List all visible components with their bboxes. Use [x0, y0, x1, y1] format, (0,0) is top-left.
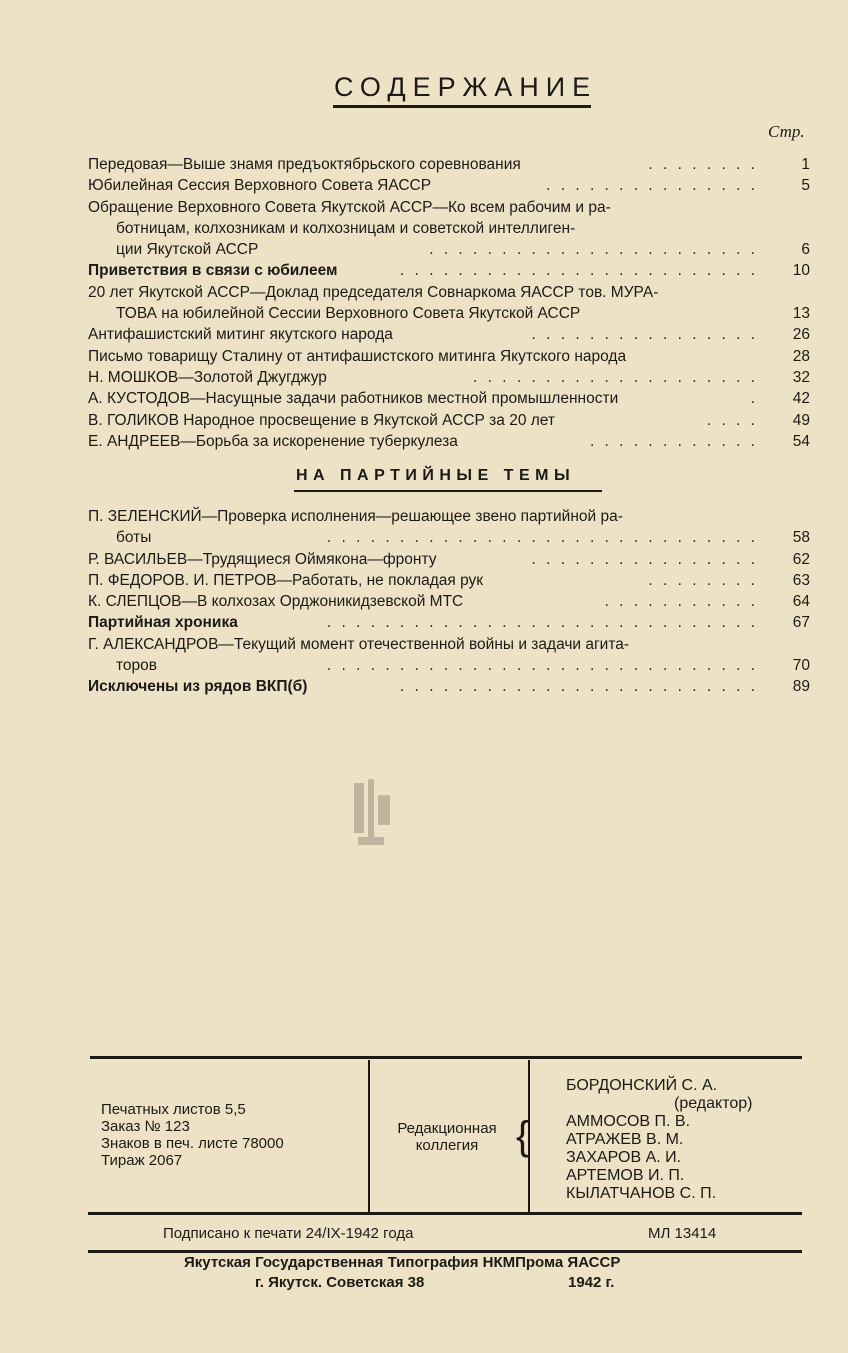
toc-entry: [88, 431, 810, 452]
ink-smudge: [350, 775, 396, 855]
toc-page-number: 62: [792, 550, 810, 568]
toc-entry: [88, 388, 810, 409]
toc-leader-dots: . . . . . . . . . . . .: [589, 432, 758, 450]
imprint-chars: Знаков в печ. листе 78000: [101, 1135, 284, 1152]
toc-entry: [88, 634, 810, 655]
toc-entry-title: Письмо товарищу Сталину от антифашистского митинга Якутского народа: [88, 347, 627, 365]
toc-leader-dots: . . . . . . . .: [648, 156, 758, 173]
imprint-left: [101, 1101, 284, 1169]
toc-entry: [88, 527, 810, 548]
toc-entry-title: А. КУСТОДОВ—Насущные задачи работников местной промышленности: [88, 390, 619, 408]
toc-leader-dots: . . . . . . . . . . . . . . . . . . . . . . . . . . . . . .: [326, 529, 758, 547]
toc-leader-dots: . . . . . . . . . . . . . . . .: [531, 326, 758, 344]
toc-entry: [88, 282, 810, 303]
imprint-bottom-rule: [88, 1212, 802, 1215]
toc-entry: [88, 549, 810, 570]
member-name: КЫЛАТЧАНОВ С. П.: [566, 1185, 717, 1202]
imprint-middle: [372, 1120, 522, 1154]
toc-page-number: 5: [801, 177, 810, 195]
toc-entry: [88, 367, 810, 388]
footer-rule: [88, 1250, 802, 1253]
toc-entry-title: П. ФЕДОРОВ. И. ПЕТРОВ—Работать, не покладая рук: [88, 571, 484, 589]
toc-entry: [88, 591, 810, 612]
printer-year: 1942 г.: [568, 1274, 615, 1291]
toc-leader-dots: .: [750, 390, 758, 408]
toc-entry-title: Антифашистский митинг якутского народа: [88, 326, 393, 344]
toc-entry-title: ботницам, колхозникам и колхозницам и советской интеллиген-: [116, 219, 576, 237]
imprint-order: Заказ № 123: [101, 1118, 190, 1135]
toc-page-number: 6: [801, 241, 810, 259]
printer-address: г. Якутск. Советская 38: [255, 1274, 425, 1291]
toc-entry: [88, 346, 810, 367]
toc-entry: [88, 676, 810, 697]
toc-page-number: 1: [801, 156, 810, 173]
imprint-top-rule: [90, 1056, 802, 1059]
toc-leader-dots: . . . . . . . . . . . . . . . . . . . .: [473, 368, 758, 386]
toc-entry-title: К. СЛЕПЦОВ—В колхозах Орджоникидзевской МТС: [88, 593, 464, 611]
brace-icon: {: [516, 1114, 530, 1158]
toc-entry-title: Партийная хроника: [88, 614, 238, 632]
toc-entry-title: Исключены из рядов ВКП(б): [88, 678, 308, 696]
imprint-right: [566, 1077, 752, 1203]
toc-entry: [88, 324, 810, 345]
toc-entry-title: Обращение Верховного Совета Якутской АССР—Ко всем рабочим и ра-: [88, 198, 611, 216]
toc-page-number: 26: [792, 326, 810, 344]
ml-code: МЛ 13414: [648, 1225, 717, 1242]
toc-page-number: 32: [792, 368, 810, 386]
toc-page-number: 49: [792, 411, 810, 429]
toc-page-number: 64: [792, 593, 810, 611]
toc-entry-title: ции Якутской АССР: [116, 241, 259, 259]
section-title: НА ПАРТИЙНЫЕ ТЕМЫ: [296, 467, 576, 484]
toc-entry: [88, 239, 810, 260]
toc-entry: [88, 303, 810, 324]
toc-entry-title: В. ГОЛИКОВ Народное просвещение в Якутской АССР за 20 лет: [88, 411, 556, 429]
page-column-label: Стр.: [768, 122, 805, 141]
member-name: АТРАЖЕВ В. М.: [566, 1131, 684, 1148]
toc-page-number: 28: [792, 347, 810, 365]
imprint-sheets: Печатных листов 5,5: [101, 1101, 246, 1118]
toc-entry-title: Г. АЛЕКСАНДРОВ—Текущий момент отечественной войны и задачи агита-: [88, 635, 630, 653]
toc-entry-title: торов: [116, 657, 158, 675]
printer-line: Якутская Государственная Типография НКМПрома ЯАССР: [184, 1254, 621, 1271]
editor-role: (редактор): [674, 1095, 753, 1112]
toc-entry: [88, 612, 810, 633]
toc-leader-dots: . . . . . . . . . . . . . . . . . . . . . . . . .: [399, 262, 758, 280]
toc-leader-dots: . . . . . . . . . . .: [604, 593, 758, 611]
page-title: СОДЕРЖАНИЕ: [334, 72, 598, 102]
toc-entry-title: П. ЗЕЛЕНСКИЙ—Проверка исполнения—решающее звено партийной ра-: [88, 508, 623, 525]
toc-entry-title: Н. МОШКОВ—Золотой Джугджур: [88, 368, 327, 386]
toc-leader-dots: . . . . . . . . . . . . . . . . . . . . . . . . . . . . . .: [326, 657, 758, 675]
editorial-label-2: коллегия: [415, 1137, 479, 1154]
toc-entry: [88, 410, 810, 431]
toc-page-number: 67: [792, 614, 810, 632]
toc-entry: [88, 506, 810, 527]
toc-party-topics: [88, 506, 810, 698]
toc-page-number: 54: [792, 432, 810, 450]
toc-leader-dots: . . . .: [706, 411, 758, 429]
toc-page-number: 89: [792, 678, 810, 696]
toc-entry-title: боты: [116, 529, 152, 547]
toc-entry-title: Е. АНДРЕЕВ—Борьба за искоренение туберкулеза: [88, 432, 458, 450]
toc-main: [88, 154, 810, 452]
toc-leader-dots: . . . . . . . . . . . . . . . . . . . . . . . . . . . . . .: [326, 614, 758, 632]
editorial-label-1: Редакционная: [397, 1120, 497, 1137]
toc-page-number: 10: [792, 262, 810, 280]
toc-entry: [88, 655, 810, 676]
toc-page-number: 63: [792, 571, 810, 589]
member-name: АММОСОВ П. В.: [566, 1113, 691, 1130]
toc-entry: [88, 197, 810, 218]
member-name: АРТЕМОВ И. П.: [566, 1167, 685, 1184]
toc-page-number: 42: [792, 390, 810, 408]
toc-entry-title: Юбилейная Сессия Верховного Совета ЯАССР: [88, 177, 432, 195]
toc-entry-title: Приветствия в связи с юбилеем: [88, 262, 338, 280]
toc-page-number: 70: [792, 657, 810, 675]
toc-entry-title: ТОВА на юбилейной Сессии Верховного Совета Якутской АССР: [116, 305, 581, 323]
toc-entry: [88, 175, 810, 196]
toc-entry-title: Передовая—Выше знамя предъоктябрьского соревнования: [88, 156, 521, 173]
imprint-print-run: Тираж 2067: [101, 1152, 183, 1169]
member-name: ЗАХАРОВ А. И.: [566, 1149, 682, 1166]
section-underline: [294, 490, 602, 492]
title-underline: [333, 105, 591, 108]
toc-leader-dots: . . . . . . . .: [648, 571, 758, 589]
signed-date: Подписано к печати 24/IX-1942 года: [163, 1225, 414, 1242]
toc-entry-title: 20 лет Якутской АССР—Доклад председателя Совнаркома ЯАССР тов. МУРА-: [88, 283, 659, 301]
toc-leader-dots: . . . . . . . . . . . . . . .: [546, 177, 758, 195]
editor-name: БОРДОНСКИЙ С. А.: [566, 1077, 718, 1094]
toc-leader-dots: . . . . . . . . . . . . . . . .: [531, 550, 758, 568]
toc-entry: [88, 154, 810, 175]
toc-entry: [88, 218, 810, 239]
toc-leader-dots: . . . . . . . . . . . . . . . . . . . . . . . . .: [399, 678, 758, 696]
toc-entry: [88, 260, 810, 281]
imprint-divider-1: [368, 1060, 370, 1212]
toc-entry-title: Р. ВАСИЛЬЕВ—Трудящиеся Оймякона—фронту: [88, 550, 437, 568]
toc-leader-dots: . . . . . . . . . . . . . . . . . . . . . . .: [429, 241, 758, 259]
toc-page-number: 13: [792, 305, 810, 323]
toc-page-number: 58: [792, 529, 810, 547]
toc-entry: [88, 570, 810, 591]
